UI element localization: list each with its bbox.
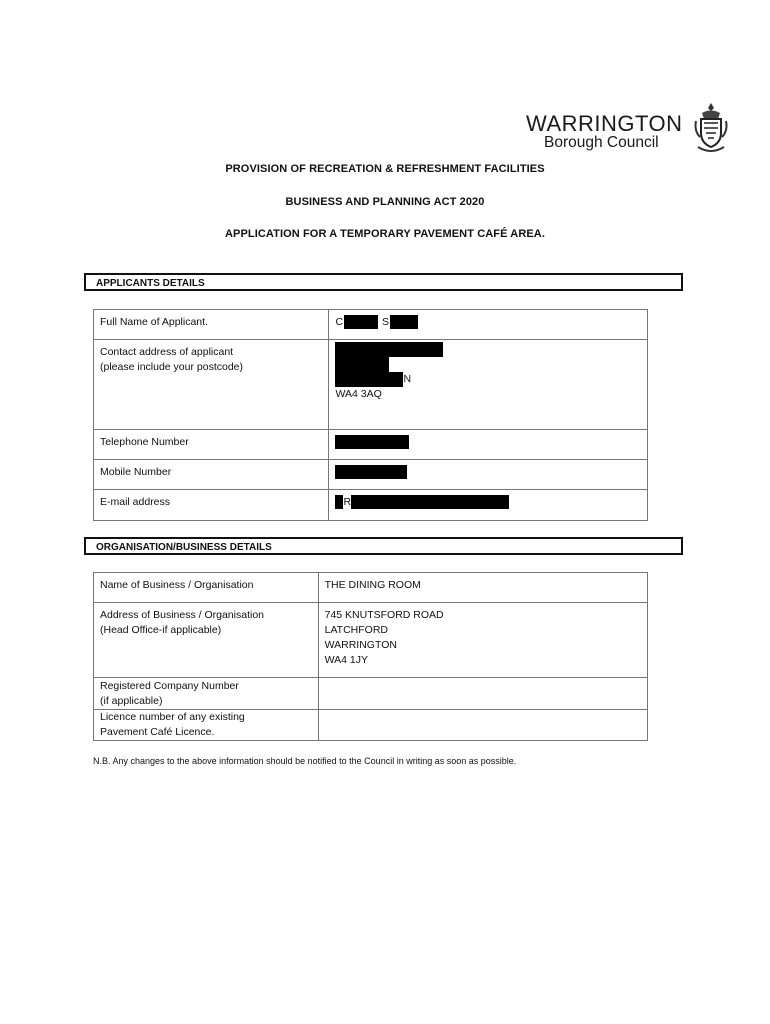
table-row	[94, 573, 648, 603]
business-address-label-1: Address of Business / Organisation	[100, 609, 265, 621]
redaction-bar	[335, 342, 443, 357]
redaction-bar	[390, 315, 418, 329]
email-field[interactable]	[329, 490, 648, 521]
business-address-label-2: (Head Office-if applicable)	[100, 624, 222, 636]
company-number-label-1: Registered Company Number	[100, 680, 239, 692]
redaction-bar	[335, 435, 409, 449]
business-address-line: WARRINGTON	[324, 639, 397, 651]
table-row	[94, 678, 648, 710]
redaction-bar	[344, 315, 378, 329]
table-row	[94, 340, 648, 430]
table-row	[94, 460, 648, 490]
business-address-line: LATCHFORD	[324, 624, 388, 636]
redaction-bar	[335, 357, 389, 372]
licence-number-label-1: Licence number of any existing	[100, 711, 245, 723]
title-provision: PROVISION OF RECREATION & REFRESHMENT FACILITIES	[225, 163, 545, 175]
table-row	[94, 490, 648, 521]
business-name-label: Name of Business / Organisation	[94, 573, 319, 603]
redaction-bar	[335, 465, 407, 479]
company-number-label	[94, 678, 319, 710]
mobile-label: Mobile Number	[94, 460, 329, 490]
telephone-field[interactable]	[329, 430, 648, 460]
contact-address-label-1: Contact address of applicant	[100, 346, 234, 358]
company-number-field[interactable]	[318, 678, 647, 710]
licence-number-label-2: Pavement Café Licence.	[100, 726, 215, 738]
logo-text-borough-council: Borough Council	[544, 134, 659, 151]
licence-number-label	[94, 710, 319, 741]
redaction-bar	[351, 495, 509, 509]
table-row	[94, 430, 648, 460]
applicants-table	[93, 309, 648, 521]
full-name-mid: S	[382, 316, 390, 328]
table-row	[94, 603, 648, 678]
mobile-field[interactable]	[329, 460, 648, 490]
contact-address-label-2: (please include your postcode)	[100, 361, 244, 373]
contact-address-field[interactable]	[329, 340, 648, 430]
telephone-label: Telephone Number	[94, 430, 329, 460]
footnote: N.B. Any changes to the above information should be notified to the Council in writing as soon as possible.	[93, 756, 517, 766]
email-fragment: R	[343, 496, 352, 508]
logo-text-warrington: WARRINGTON	[526, 111, 683, 136]
contact-address-label	[94, 340, 329, 430]
organisation-table	[93, 572, 648, 741]
address-fragment: N	[403, 373, 412, 385]
business-address-line: 745 KNUTSFORD ROAD	[324, 609, 444, 621]
business-address-field[interactable]	[318, 603, 647, 678]
full-name-prefix: C	[335, 316, 344, 328]
full-name-field[interactable]	[329, 310, 648, 340]
redaction-bar	[335, 372, 403, 387]
table-row	[94, 310, 648, 340]
email-label: E-mail address	[94, 490, 329, 521]
title-application: APPLICATION FOR A TEMPORARY PAVEMENT CAFÉ AREA.	[224, 228, 546, 240]
full-name-label: Full Name of Applicant.	[94, 310, 329, 340]
licence-number-field[interactable]	[318, 710, 647, 741]
business-address-label	[94, 603, 319, 678]
business-address-line: WA4 1JY	[324, 654, 368, 666]
section-header-applicants: APPLICANTS DETAILS	[84, 273, 683, 291]
table-row	[94, 710, 648, 741]
title-act: BUSINESS AND PLANNING ACT 2020	[285, 196, 485, 208]
section-header-organisation: ORGANISATION/BUSINESS DETAILS	[84, 537, 683, 555]
applicant-postcode: WA4 3AQ	[335, 388, 382, 400]
coat-of-arms-icon	[694, 101, 728, 155]
council-logo	[524, 101, 729, 157]
company-number-label-2: (if applicable)	[100, 695, 163, 707]
business-name-field[interactable]: THE DINING ROOM	[318, 573, 647, 603]
